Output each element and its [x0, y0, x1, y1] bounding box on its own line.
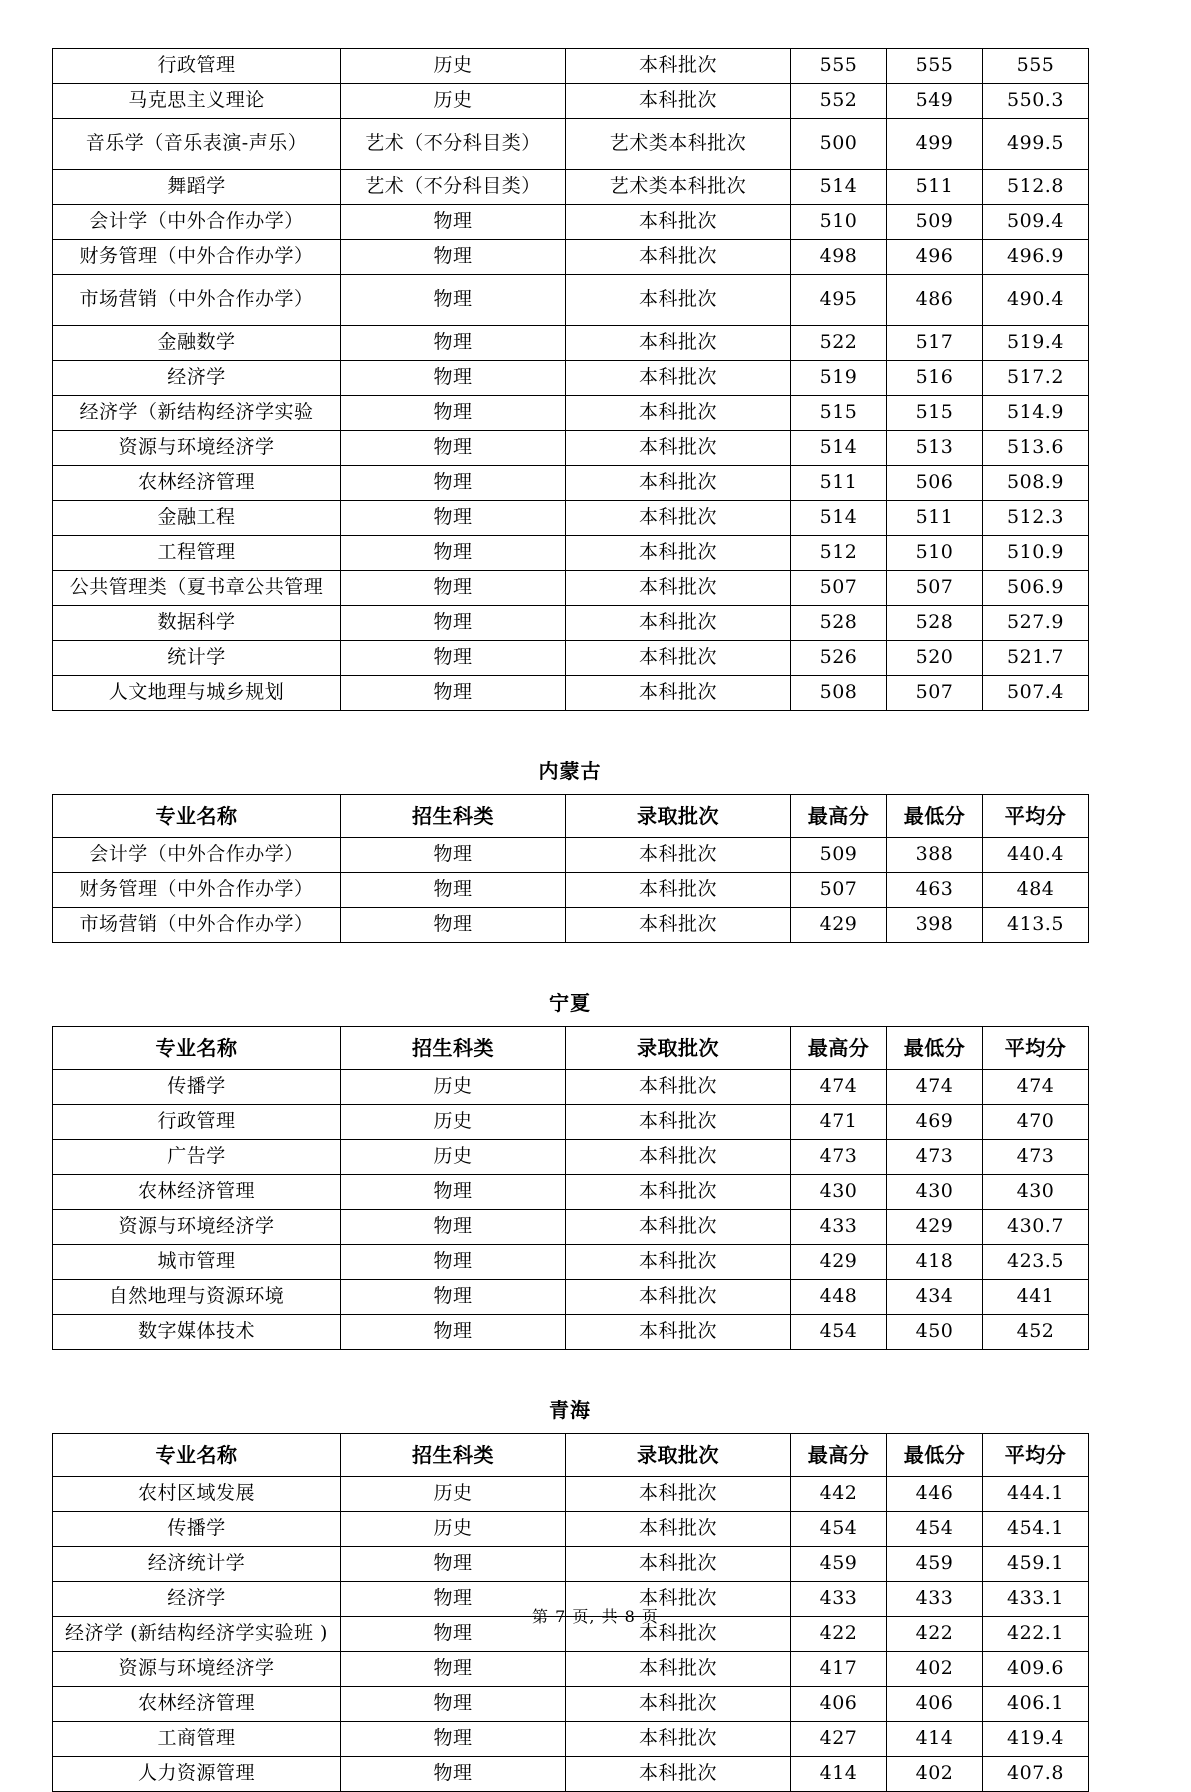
- cell-avg: 510.9: [983, 536, 1089, 571]
- cell-subject: 物理: [341, 571, 566, 606]
- cell-subject: 物理: [341, 1722, 566, 1757]
- cell-min: 510: [887, 536, 983, 571]
- cell-batch: 本科批次: [566, 838, 791, 873]
- section-spacer: [52, 943, 1139, 987]
- cell-batch: 本科批次: [566, 501, 791, 536]
- region-title: 青海: [549, 1398, 591, 1422]
- cell-max: 511: [791, 466, 887, 501]
- cell-avg: 419.4: [983, 1722, 1089, 1757]
- table-row: [53, 396, 1089, 431]
- cell-max: 471: [791, 1105, 887, 1140]
- score-table: [52, 1026, 1089, 1350]
- table-row: [53, 49, 1089, 84]
- cell-subject: 物理: [341, 275, 566, 326]
- cell-max: 526: [791, 641, 887, 676]
- table-row: [53, 676, 1089, 711]
- cell-avg: 430.7: [983, 1210, 1089, 1245]
- cell-avg: 527.9: [983, 606, 1089, 641]
- cell-avg: 484: [983, 873, 1089, 908]
- cell-major: 人力资源管理: [53, 1757, 341, 1792]
- table-row: [53, 1652, 1089, 1687]
- cell-batch: 本科批次: [566, 466, 791, 501]
- cell-major: 数据科学: [53, 606, 341, 641]
- cell-min: 402: [887, 1757, 983, 1792]
- table-row: [53, 1175, 1089, 1210]
- score-table: [52, 48, 1089, 711]
- cell-subject: 历史: [341, 1477, 566, 1512]
- cell-avg: 444.1: [983, 1477, 1089, 1512]
- cell-min: 515: [887, 396, 983, 431]
- title-spacer: [52, 1423, 1139, 1433]
- cell-major: 工程管理: [53, 536, 341, 571]
- cell-batch: 本科批次: [566, 606, 791, 641]
- cell-major: 公共管理类（夏书章公共管理: [53, 571, 341, 606]
- cell-major: 经济学（新结构经济学实验: [53, 396, 341, 431]
- table-row: [53, 170, 1089, 205]
- cell-avg: 496.9: [983, 240, 1089, 275]
- cell-subject: 物理: [341, 1582, 566, 1617]
- cell-subject: 物理: [341, 326, 566, 361]
- table-row: [53, 908, 1089, 943]
- cell-major: 经济学: [53, 361, 341, 396]
- cell-min: 414: [887, 1722, 983, 1757]
- cell-avg: 452: [983, 1315, 1089, 1350]
- column-header-batch: 录取批次: [566, 1434, 791, 1477]
- cell-major: 工商管理: [53, 1722, 341, 1757]
- cell-avg: 422.1: [983, 1617, 1089, 1652]
- cell-subject: 物理: [341, 873, 566, 908]
- cell-subject: 物理: [341, 431, 566, 466]
- cell-major: 农林经济管理: [53, 1175, 341, 1210]
- table-row: [53, 873, 1089, 908]
- title-spacer: [52, 784, 1139, 794]
- cell-subject: 历史: [341, 84, 566, 119]
- cell-avg: 407.8: [983, 1757, 1089, 1792]
- cell-max: 430: [791, 1175, 887, 1210]
- table-row: [53, 1547, 1089, 1582]
- cell-subject: 历史: [341, 1140, 566, 1175]
- table-row: [53, 1315, 1089, 1350]
- column-header-subject: 招生科类: [341, 1434, 566, 1477]
- table-row: [53, 536, 1089, 571]
- cell-subject: 物理: [341, 1687, 566, 1722]
- cell-subject: 艺术（不分科目类）: [341, 119, 566, 170]
- cell-max: 427: [791, 1722, 887, 1757]
- cell-min: 474: [887, 1070, 983, 1105]
- cell-max: 552: [791, 84, 887, 119]
- cell-major: 财务管理（中外合作办学）: [53, 873, 341, 908]
- cell-batch: 本科批次: [566, 536, 791, 571]
- cell-batch: 本科批次: [566, 1757, 791, 1792]
- cell-min: 402: [887, 1652, 983, 1687]
- cell-min: 434: [887, 1280, 983, 1315]
- cell-batch: 本科批次: [566, 205, 791, 240]
- cell-avg: 430: [983, 1175, 1089, 1210]
- table-row: [53, 1512, 1089, 1547]
- cell-major: 农林经济管理: [53, 1687, 341, 1722]
- cell-subject: 艺术（不分科目类）: [341, 170, 566, 205]
- cell-max: 459: [791, 1547, 887, 1582]
- cell-min: 459: [887, 1547, 983, 1582]
- cell-max: 433: [791, 1582, 887, 1617]
- cell-batch: 艺术类本科批次: [566, 170, 791, 205]
- cell-avg: 470: [983, 1105, 1089, 1140]
- cell-major: 市场营销（中外合作办学）: [53, 908, 341, 943]
- table-row: [53, 1070, 1089, 1105]
- cell-major: 数字媒体技术: [53, 1315, 341, 1350]
- column-header-min: 最低分: [887, 795, 983, 838]
- cell-subject: 物理: [341, 1652, 566, 1687]
- cell-major: 传播学: [53, 1070, 341, 1105]
- cell-min: 506: [887, 466, 983, 501]
- cell-batch: 本科批次: [566, 1105, 791, 1140]
- column-header-subject: 招生科类: [341, 1027, 566, 1070]
- cell-major: 金融数学: [53, 326, 341, 361]
- cell-max: 454: [791, 1315, 887, 1350]
- cell-batch: 本科批次: [566, 641, 791, 676]
- cell-max: 433: [791, 1210, 887, 1245]
- cell-min: 430: [887, 1175, 983, 1210]
- cell-batch: 本科批次: [566, 431, 791, 466]
- cell-max: 454: [791, 1512, 887, 1547]
- cell-avg: 413.5: [983, 908, 1089, 943]
- cell-min: 429: [887, 1210, 983, 1245]
- cell-batch: 本科批次: [566, 1582, 791, 1617]
- cell-batch: 本科批次: [566, 396, 791, 431]
- cell-min: 398: [887, 908, 983, 943]
- score-table: [52, 794, 1089, 943]
- column-header-max: 最高分: [791, 1027, 887, 1070]
- cell-avg: 513.6: [983, 431, 1089, 466]
- cell-subject: 历史: [341, 1512, 566, 1547]
- column-header-batch: 录取批次: [566, 795, 791, 838]
- cell-batch: 本科批次: [566, 1245, 791, 1280]
- table-row: [53, 501, 1089, 536]
- cell-batch: 本科批次: [566, 1512, 791, 1547]
- cell-max: 508: [791, 676, 887, 711]
- cell-max: 414: [791, 1757, 887, 1792]
- cell-min: 520: [887, 641, 983, 676]
- cell-max: 429: [791, 908, 887, 943]
- cell-min: 422: [887, 1617, 983, 1652]
- cell-max: 515: [791, 396, 887, 431]
- cell-subject: 物理: [341, 1280, 566, 1315]
- cell-max: 509: [791, 838, 887, 873]
- table-row: [53, 1477, 1089, 1512]
- cell-min: 469: [887, 1105, 983, 1140]
- cell-subject: 物理: [341, 396, 566, 431]
- cell-subject: 物理: [341, 641, 566, 676]
- cell-avg: 514.9: [983, 396, 1089, 431]
- column-header-min: 最低分: [887, 1027, 983, 1070]
- cell-min: 511: [887, 501, 983, 536]
- table-row: [53, 361, 1089, 396]
- cell-subject: 历史: [341, 1105, 566, 1140]
- cell-max: 522: [791, 326, 887, 361]
- cell-batch: 本科批次: [566, 1140, 791, 1175]
- table-header-row: [53, 1434, 1089, 1477]
- column-header-subject: 招生科类: [341, 795, 566, 838]
- column-header-avg: 平均分: [983, 1434, 1089, 1477]
- cell-min: 486: [887, 275, 983, 326]
- cell-avg: 473: [983, 1140, 1089, 1175]
- cell-subject: 物理: [341, 205, 566, 240]
- cell-major: 行政管理: [53, 1105, 341, 1140]
- cell-avg: 440.4: [983, 838, 1089, 873]
- cell-min: 549: [887, 84, 983, 119]
- table-row: [53, 1722, 1089, 1757]
- cell-batch: 本科批次: [566, 240, 791, 275]
- table-row: [53, 1245, 1089, 1280]
- cell-major: 人文地理与城乡规划: [53, 676, 341, 711]
- cell-major: 自然地理与资源环境: [53, 1280, 341, 1315]
- cell-batch: 本科批次: [566, 1652, 791, 1687]
- cell-subject: 历史: [341, 49, 566, 84]
- cell-avg: 507.4: [983, 676, 1089, 711]
- cell-batch: 本科批次: [566, 326, 791, 361]
- cell-avg: 521.7: [983, 641, 1089, 676]
- cell-min: 516: [887, 361, 983, 396]
- cell-min: 450: [887, 1315, 983, 1350]
- region-title: 内蒙古: [538, 759, 602, 783]
- table-row: [53, 326, 1089, 361]
- cell-min: 517: [887, 326, 983, 361]
- table-row: [53, 240, 1089, 275]
- cell-batch: 本科批次: [566, 873, 791, 908]
- cell-batch: 本科批次: [566, 1617, 791, 1652]
- cell-major: 资源与环境经济学: [53, 1652, 341, 1687]
- cell-min: 388: [887, 838, 983, 873]
- table-row: [53, 84, 1089, 119]
- cell-subject: 物理: [341, 240, 566, 275]
- cell-batch: 本科批次: [566, 1315, 791, 1350]
- table-row: [53, 641, 1089, 676]
- column-header-batch: 录取批次: [566, 1027, 791, 1070]
- cell-major: 资源与环境经济学: [53, 1210, 341, 1245]
- cell-batch: 本科批次: [566, 1280, 791, 1315]
- cell-max: 422: [791, 1617, 887, 1652]
- cell-major: 统计学: [53, 641, 341, 676]
- column-header-max: 最高分: [791, 1434, 887, 1477]
- cell-max: 510: [791, 205, 887, 240]
- cell-subject: 物理: [341, 466, 566, 501]
- cell-major: 金融工程: [53, 501, 341, 536]
- cell-subject: 物理: [341, 838, 566, 873]
- cell-batch: 本科批次: [566, 571, 791, 606]
- cell-max: 514: [791, 501, 887, 536]
- cell-min: 446: [887, 1477, 983, 1512]
- cell-batch: 艺术类本科批次: [566, 119, 791, 170]
- cell-major: 经济学 (新结构经济学实验班 ): [53, 1617, 341, 1652]
- cell-min: 511: [887, 170, 983, 205]
- cell-major: 传播学: [53, 1512, 341, 1547]
- table-row: [53, 606, 1089, 641]
- cell-batch: 本科批次: [566, 361, 791, 396]
- cell-batch: 本科批次: [566, 1175, 791, 1210]
- cell-subject: 物理: [341, 908, 566, 943]
- table-row: [53, 205, 1089, 240]
- cell-min: 473: [887, 1140, 983, 1175]
- cell-avg: 512.3: [983, 501, 1089, 536]
- table-row: [53, 838, 1089, 873]
- cell-avg: 517.2: [983, 361, 1089, 396]
- cell-subject: 物理: [341, 361, 566, 396]
- column-header-avg: 平均分: [983, 1027, 1089, 1070]
- cell-avg: 459.1: [983, 1547, 1089, 1582]
- cell-major: 城市管理: [53, 1245, 341, 1280]
- cell-max: 406: [791, 1687, 887, 1722]
- cell-batch: 本科批次: [566, 1477, 791, 1512]
- cell-batch: 本科批次: [566, 275, 791, 326]
- cell-min: 406: [887, 1687, 983, 1722]
- cell-batch: 本科批次: [566, 1547, 791, 1582]
- cell-min: 513: [887, 431, 983, 466]
- cell-max: 474: [791, 1070, 887, 1105]
- cell-min: 528: [887, 606, 983, 641]
- title-spacer: [52, 1016, 1139, 1026]
- column-header-min: 最低分: [887, 1434, 983, 1477]
- section-spacer: [52, 711, 1139, 755]
- cell-avg: 409.6: [983, 1652, 1089, 1687]
- cell-batch: 本科批次: [566, 1722, 791, 1757]
- cell-max: 495: [791, 275, 887, 326]
- table-header-row: [53, 795, 1089, 838]
- cell-avg: 474: [983, 1070, 1089, 1105]
- cell-max: 514: [791, 431, 887, 466]
- cell-max: 519: [791, 361, 887, 396]
- cell-major: 行政管理: [53, 49, 341, 84]
- cell-major: 市场营销（中外合作办学）: [53, 275, 341, 326]
- cell-subject: 物理: [341, 1210, 566, 1245]
- cell-major: 会计学（中外合作办学）: [53, 205, 341, 240]
- cell-subject: 物理: [341, 676, 566, 711]
- table-row: [53, 275, 1089, 326]
- cell-subject: 物理: [341, 1757, 566, 1792]
- cell-min: 496: [887, 240, 983, 275]
- cell-max: 528: [791, 606, 887, 641]
- cell-subject: 物理: [341, 606, 566, 641]
- cell-avg: 519.4: [983, 326, 1089, 361]
- cell-max: 429: [791, 1245, 887, 1280]
- cell-min: 507: [887, 676, 983, 711]
- table-row: [53, 1280, 1089, 1315]
- cell-batch: 本科批次: [566, 1210, 791, 1245]
- cell-subject: 物理: [341, 536, 566, 571]
- cell-avg: 555: [983, 49, 1089, 84]
- cell-max: 555: [791, 49, 887, 84]
- table-row: [53, 1210, 1089, 1245]
- cell-avg: 550.3: [983, 84, 1089, 119]
- cell-subject: 物理: [341, 1245, 566, 1280]
- cell-min: 418: [887, 1245, 983, 1280]
- cell-batch: 本科批次: [566, 1687, 791, 1722]
- table-row: [53, 466, 1089, 501]
- region-title: 宁夏: [549, 991, 591, 1015]
- cell-min: 499: [887, 119, 983, 170]
- cell-subject: 物理: [341, 501, 566, 536]
- cell-major: 会计学（中外合作办学）: [53, 838, 341, 873]
- column-header-avg: 平均分: [983, 795, 1089, 838]
- cell-max: 507: [791, 873, 887, 908]
- cell-max: 512: [791, 536, 887, 571]
- cell-major: 马克思主义理论: [53, 84, 341, 119]
- cell-min: 454: [887, 1512, 983, 1547]
- cell-major: 农林经济管理: [53, 466, 341, 501]
- table-row: [53, 1105, 1089, 1140]
- page-footer: 第 7 页, 共 8 页: [532, 1607, 659, 1626]
- cell-min: 507: [887, 571, 983, 606]
- cell-batch: 本科批次: [566, 1070, 791, 1105]
- column-header-max: 最高分: [791, 795, 887, 838]
- cell-max: 417: [791, 1652, 887, 1687]
- cell-max: 500: [791, 119, 887, 170]
- cell-avg: 490.4: [983, 275, 1089, 326]
- table-row: [53, 1687, 1089, 1722]
- column-header-major: 专业名称: [53, 1027, 341, 1070]
- cell-max: 473: [791, 1140, 887, 1175]
- cell-major: 舞蹈学: [53, 170, 341, 205]
- table-row: [53, 1140, 1089, 1175]
- cell-avg: 441: [983, 1280, 1089, 1315]
- cell-major: 音乐学（音乐表演-声乐）: [53, 119, 341, 170]
- sections-container: [52, 48, 1139, 1792]
- cell-avg: 423.5: [983, 1245, 1089, 1280]
- cell-subject: 历史: [341, 1070, 566, 1105]
- cell-avg: 509.4: [983, 205, 1089, 240]
- cell-subject: 物理: [341, 1175, 566, 1210]
- cell-avg: 499.5: [983, 119, 1089, 170]
- cell-avg: 433.1: [983, 1582, 1089, 1617]
- cell-batch: 本科批次: [566, 676, 791, 711]
- cell-major: 经济学: [53, 1582, 341, 1617]
- table-row: [53, 431, 1089, 466]
- section-spacer: [52, 1350, 1139, 1394]
- table-header-row: [53, 1027, 1089, 1070]
- cell-max: 498: [791, 240, 887, 275]
- cell-max: 442: [791, 1477, 887, 1512]
- cell-major: 经济统计学: [53, 1547, 341, 1582]
- cell-max: 448: [791, 1280, 887, 1315]
- cell-subject: 物理: [341, 1315, 566, 1350]
- cell-batch: 本科批次: [566, 84, 791, 119]
- cell-min: 509: [887, 205, 983, 240]
- cell-avg: 454.1: [983, 1512, 1089, 1547]
- cell-avg: 508.9: [983, 466, 1089, 501]
- cell-subject: 物理: [341, 1547, 566, 1582]
- cell-avg: 506.9: [983, 571, 1089, 606]
- cell-max: 507: [791, 571, 887, 606]
- cell-avg: 512.8: [983, 170, 1089, 205]
- cell-batch: 本科批次: [566, 49, 791, 84]
- table-row: [53, 1757, 1089, 1792]
- cell-major: 农村区域发展: [53, 1477, 341, 1512]
- cell-batch: 本科批次: [566, 908, 791, 943]
- column-header-major: 专业名称: [53, 1434, 341, 1477]
- cell-max: 514: [791, 170, 887, 205]
- cell-avg: 406.1: [983, 1687, 1089, 1722]
- cell-major: 资源与环境经济学: [53, 431, 341, 466]
- cell-min: 433: [887, 1582, 983, 1617]
- cell-min: 463: [887, 873, 983, 908]
- table-row: [53, 571, 1089, 606]
- cell-subject: 物理: [341, 1617, 566, 1652]
- cell-major: 广告学: [53, 1140, 341, 1175]
- cell-major: 财务管理（中外合作办学）: [53, 240, 341, 275]
- cell-min: 555: [887, 49, 983, 84]
- column-header-major: 专业名称: [53, 795, 341, 838]
- table-row: [53, 119, 1089, 170]
